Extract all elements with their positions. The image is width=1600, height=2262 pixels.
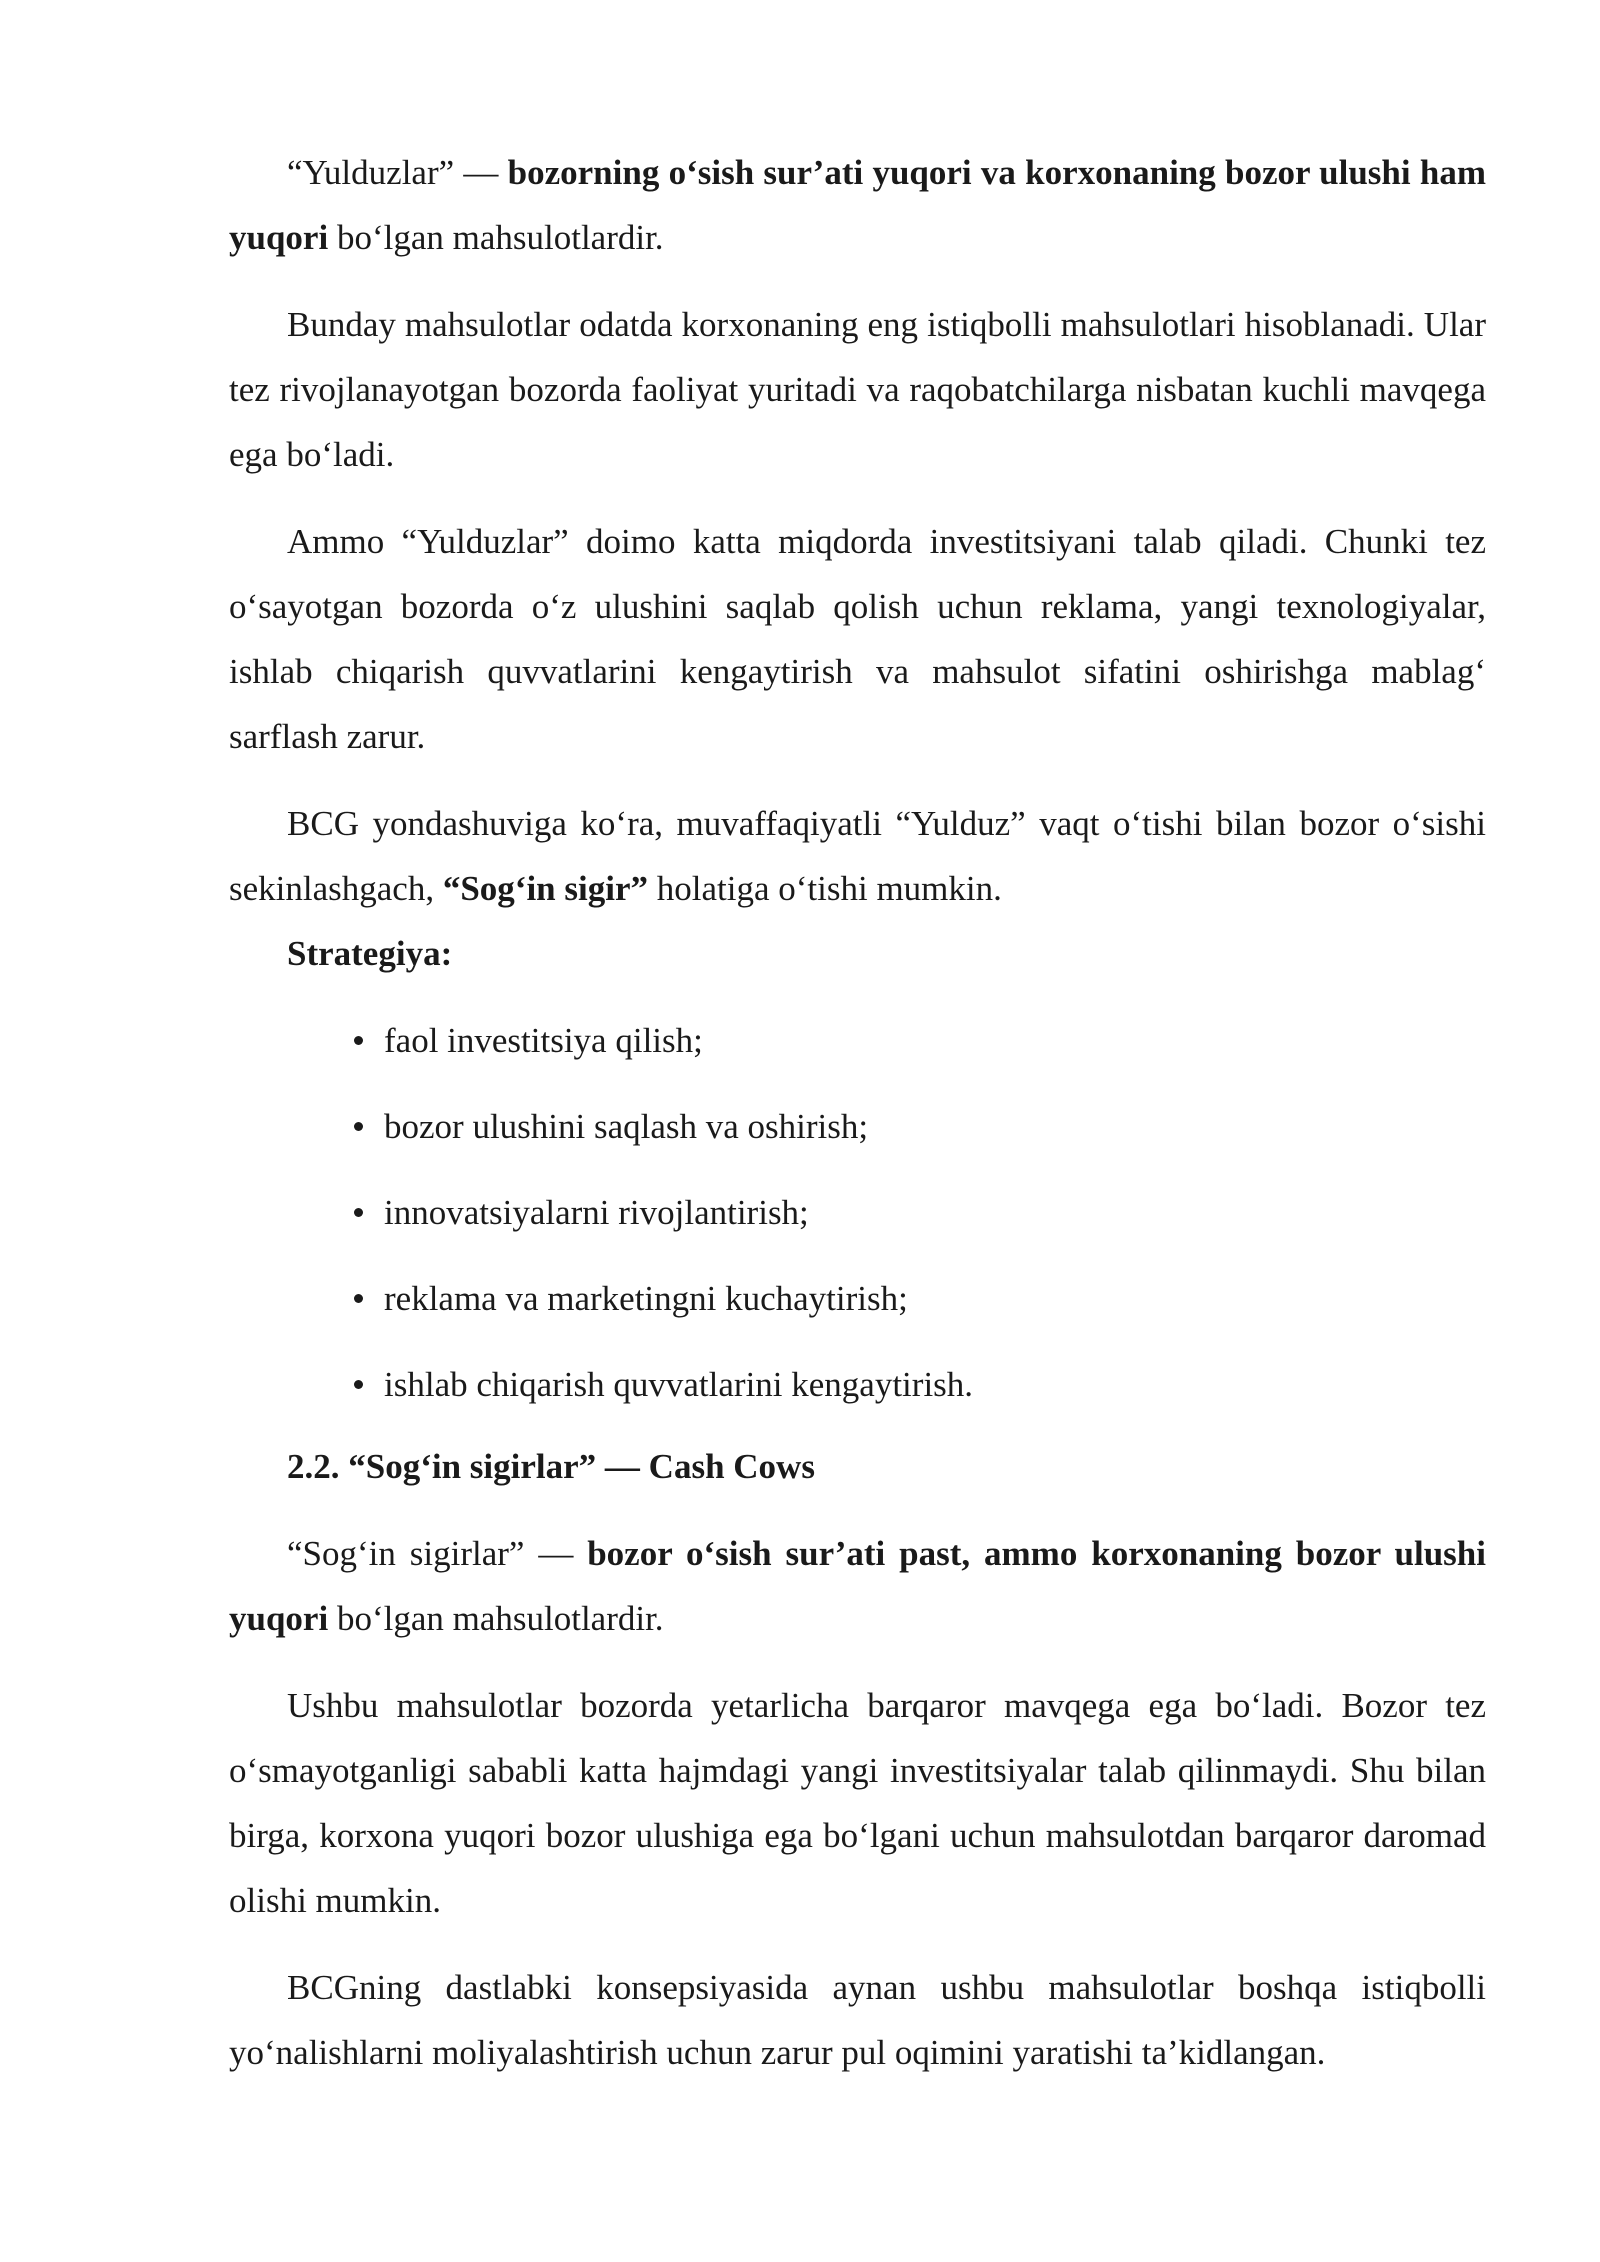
bullet-icon <box>354 1122 363 1131</box>
list-item <box>384 1266 1486 1331</box>
paragraph-text: bo‘lgan mahsulotlardir. <box>328 1599 664 1638</box>
paragraph-stars-investment: Ammo “Yulduzlar” doimo katta miqdorda investitsiyani talab qiladi. Chunki tez o‘sayotgan bozorda o‘z ulushini saqlab qolish uchun reklama, yangi texnologiyalar, ishlab chiqarish quvvatlarini kengaytirish va mahsulot sifatini oshirishga mablag‘ sarflash zarur. <box>229 522 1486 756</box>
list-item <box>384 1094 1486 1159</box>
list-item <box>384 1352 1486 1417</box>
list-item <box>384 1180 1486 1245</box>
bullet-icon <box>354 1380 363 1389</box>
paragraph-bold-text: bozor o‘sish sur’ati past, ammo korxonaning bozor ulushi yuqori <box>229 1534 1486 1638</box>
paragraph-cash-cows-definition <box>229 1521 1486 1651</box>
bullet-icon <box>354 1208 363 1217</box>
strategy-list <box>229 1008 1486 1417</box>
paragraph-text: “Yulduzlar” — <box>287 153 508 192</box>
document-page <box>229 140 1486 2085</box>
list-item-text: innovatsiyalarni rivojlantirish; <box>384 1193 809 1232</box>
paragraph-text: BCG yondashuviga ko‘ra, muvaffaqiyatli “Yulduz” vaqt o‘tishi bilan bozor o‘sishi sekinlashgach, <box>229 804 1486 908</box>
list-item-text: reklama va marketingni kuchaytirish; <box>384 1279 908 1318</box>
section-heading: 2.2. “Sog‘in sigirlar” — Cash Cows <box>287 1447 815 1486</box>
paragraph-stars-transition <box>229 791 1486 921</box>
list-item-text: faol investitsiya qilish; <box>384 1021 703 1060</box>
paragraph-bold-text: “Sog‘in sigir” <box>442 869 648 908</box>
list-item-text: ishlab chiqarish quvvatlarini kengaytirish. <box>384 1365 974 1404</box>
list-item <box>384 1008 1486 1073</box>
bullet-icon <box>354 1036 363 1045</box>
bullet-icon <box>354 1294 363 1303</box>
paragraph-text: bo‘lgan mahsulotlardir. <box>328 218 664 257</box>
paragraph-cash-cows-description: Ushbu mahsulotlar bozorda yetarlicha barqaror mavqega ega bo‘ladi. Bozor tez o‘smayotganligi sababli katta hajmdagi yangi investitsiyalar talab qilinmaydi. Shu bilan birga, korxona yuqori bozor ulushiga ega bo‘lgani uchun mahsulotdan barqaror daromad olishi mumkin. <box>229 1686 1486 1920</box>
paragraph-bold-text: bozorning o‘sish sur’ati yuqori va korxonaning bozor ulushi ham yuqori <box>229 153 1486 257</box>
list-item-text: bozor ulushini saqlash va oshirish; <box>384 1107 869 1146</box>
paragraph-text: “Sog‘in sigirlar” — <box>287 1534 588 1573</box>
paragraph-cash-cows-role: BCGning dastlabki konsepsiyasida aynan ushbu mahsulotlar boshqa istiqbolli yo‘nalishlarni moliyalashtirish uchun zarur pul oqimini yaratishi ta’kidlangan. <box>229 1968 1486 2072</box>
paragraph-text: holatiga o‘tishi mumkin. <box>648 869 1002 908</box>
paragraph-stars-description: Bunday mahsulotlar odatda korxonaning eng istiqbolli mahsulotlari hisoblanadi. Ular tez rivojlanayotgan bozorda faoliyat yuritadi va raqobatchilarga nisbatan kuchli mavqega ega bo‘ladi. <box>229 305 1486 474</box>
paragraph-stars-definition <box>229 140 1486 270</box>
strategy-heading: Strategiya: <box>287 934 453 973</box>
